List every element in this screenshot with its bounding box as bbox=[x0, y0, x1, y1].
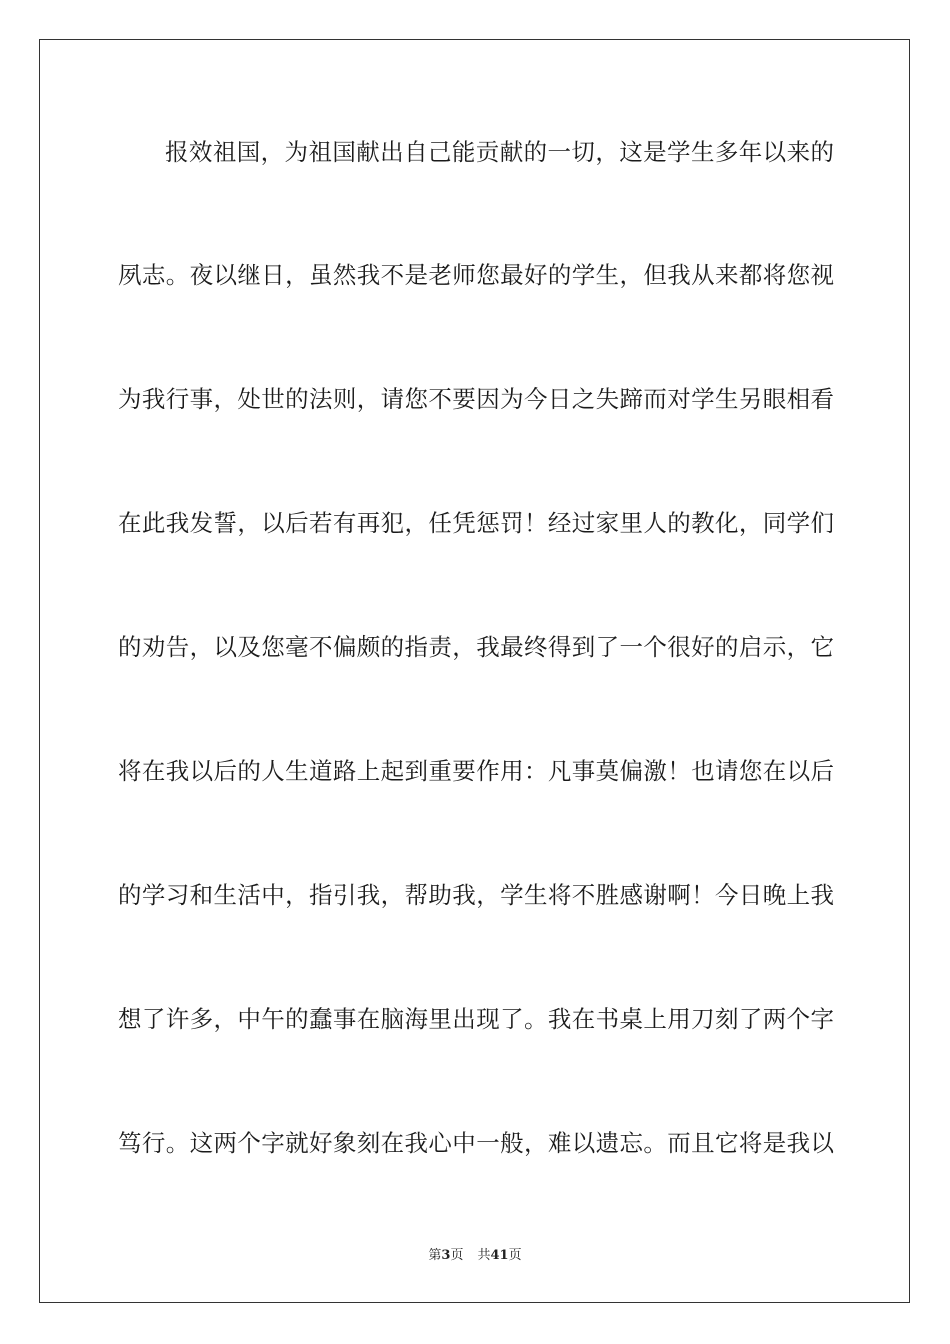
text-line-4: 在此我发誓，以后若有再犯，任凭惩罚！经过家里人的教化，同学们 bbox=[118, 509, 834, 537]
total-prefix: 共 bbox=[477, 1248, 491, 1263]
page-footer bbox=[0, 1247, 950, 1265]
page-number: 3 bbox=[441, 1248, 451, 1263]
page-prefix: 第 bbox=[428, 1248, 442, 1263]
text-line-3: 为我行事，处世的法则，请您不要因为今日之失蹄而对学生另眼相看 bbox=[118, 385, 834, 413]
page-frame bbox=[39, 39, 910, 1303]
text-line-6: 将在我以后的人生道路上起到重要作用：凡事莫偏激！也请您在以后 bbox=[118, 757, 834, 785]
text-line-1: 报效祖国，为祖国献出自己能贡献的一切，这是学生多年以来的 bbox=[165, 138, 834, 166]
page-suffix: 页 bbox=[450, 1248, 464, 1263]
text-line-9: 笃行。这两个字就好象刻在我心中一般，难以遗忘。而且它将是我以 bbox=[118, 1129, 834, 1157]
text-line-8: 想了许多，中午的蠢事在脑海里出现了。我在书桌上用刀刻了两个字 bbox=[118, 1005, 834, 1033]
text-line-7: 的学习和生活中，指引我，帮助我，学生将不胜感谢啊！今日晚上我 bbox=[118, 881, 834, 909]
total-pages: 41 bbox=[490, 1248, 509, 1263]
total-suffix: 页 bbox=[508, 1248, 522, 1263]
text-line-2: 夙志。夜以继日，虽然我不是老师您最好的学生，但我从来都将您视 bbox=[118, 261, 834, 289]
text-line-5: 的劝告，以及您毫不偏颇的指责，我最终得到了一个很好的启示，它 bbox=[118, 633, 834, 661]
